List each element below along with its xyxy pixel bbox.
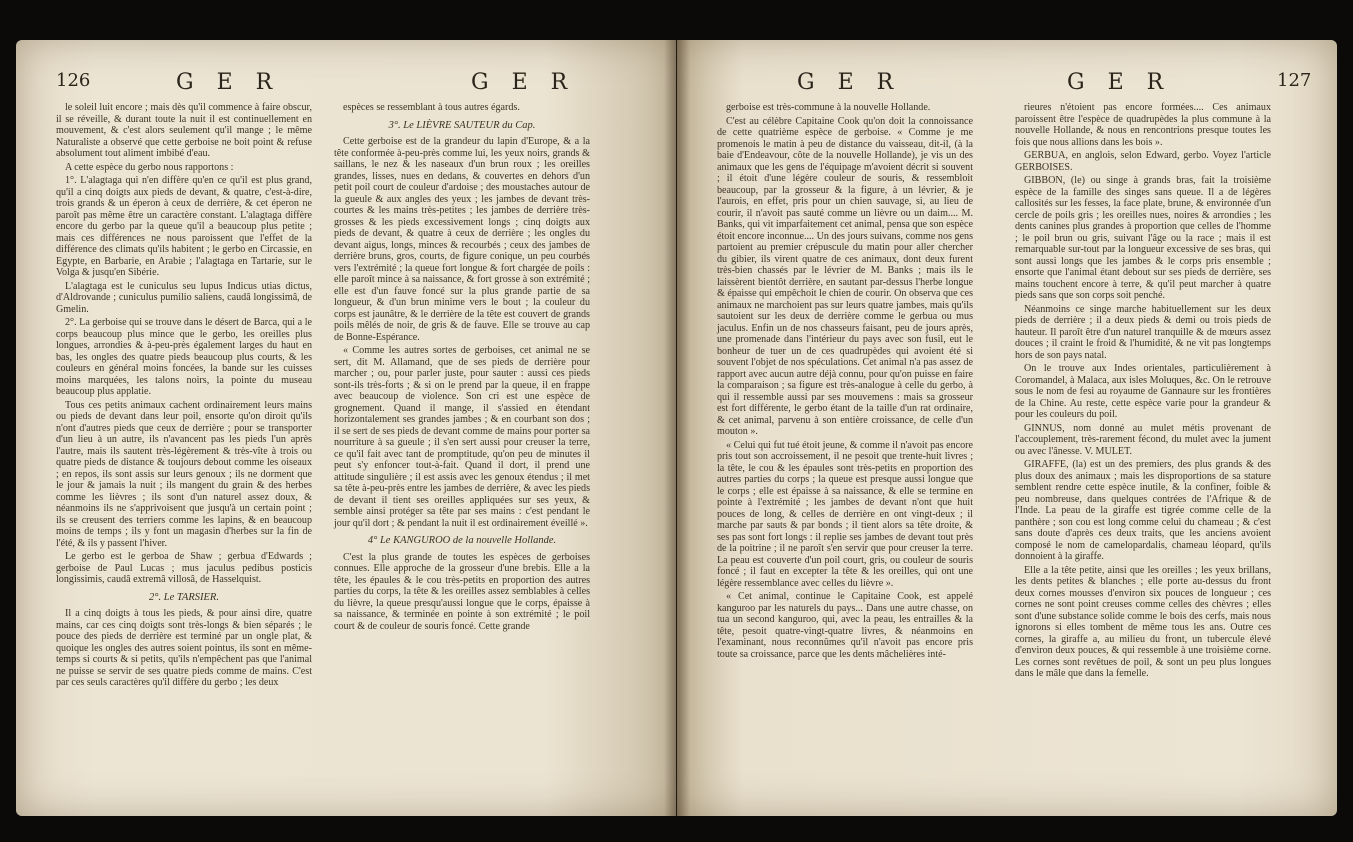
section-heading: 4° Le KANGUROO de la nouvelle Hollande. — [367, 535, 557, 546]
running-head: G E R — [1067, 70, 1172, 95]
paragraph: Il a cinq doigts à tous les pieds, & pour ainsi dire, quatre mains, car ces cinq doigts sont très-longs & bien séparés ; le pouce des pieds de derrière est terminé par un ongle plat, & quoique les ongles des autres soient pointus, ils sont en même-temps si courts & si petits, qu'ils n'empêchent pas que l'animal ne puisse se servir de ses quatre pieds comme de mains. C'est par ces seuls caractères qu'il diffère du gerbo ; les deux — [56, 608, 312, 688]
running-head: G E R — [797, 70, 902, 95]
paragraph: espèces se ressemblant à tous autres égards. — [343, 102, 520, 113]
text-column-1 — [56, 102, 312, 691]
paragraph: rieures n'étoient pas encore formées.... Ces animaux paroissent être l'espèce de quadrupèdes la plus commune à la nouvelle Hollande, & nous en rencontrions presque toutes les fois que nous allions dans les bois ». — [1015, 102, 1271, 148]
paragraph: GINNUS, nom donné au mulet métis provenant de l'accouplement, très-rarement fécond, du mulet avec la jument ou avec l'ânesse. V. MULET. — [1015, 422, 1271, 457]
paragraph: « Comme les autres sortes de gerboises, cet animal ne se sert, dit M. Allamand, que de ses pieds de derrière pour marcher ; ou, pour parler juste, pour sauter : aussi ces pieds sont-ils très-forts ; & si on le prend par la queue, il en frappe avec beaucoup de violence. Son cri est une espèce de grognement. Quand il mange, il s'assied en étendant horizontalement ses grandes jambes ; & en courbant son dos ; il se sert de ses pieds de devant comme de mains pour porter sa nourriture à sa gueule ; il s'en sert aussi pour creuser la terre, ce qu'il fait avec tant de promptitude, qu'on peu de minutes il peut s'y enfoncer tout-à-fait. Quand il dort, il prend une attitude singulière ; il est assis avec les genoux étendus ; il met sa tête à-peu-près entre les jambes de derrière, & avec les pieds de devant il tient ses oreilles appliquées sur ses yeux, & semble ainsi protéger sa tête par ses mains : c'est pendant le jour qu'il dort ; & pendant la nuit il est ordinairement éveillé ». — [334, 345, 590, 529]
paragraph: Le gerbo est le gerboa de Shaw ; gerbua d'Edwards ; gerboise de Paul Lucas ; mus jaculus pedibus posticis longissimis, caudâ extremâ villosâ, de Hasselquist. — [56, 551, 312, 585]
page-number: 126 — [56, 70, 91, 91]
paragraph: « Cet animal, continue le Capitaine Cook, est appelé kanguroo par les naturels du pays... Dans une autre chasse, on tua un second kanguroo, qui, avec la peau, les entrailles & la tête, pesoit quatre-vingt-quatre livres, & néanmoins en l'examinant, nous reconnûmes qu'il n'avoit pas encore pris toute sa croissance, parce que les dents mâchelières inté- — [717, 591, 973, 660]
left-page — [16, 40, 676, 816]
section-heading: 3°. Le LIÈVRE SAUTEUR du Cap. — [388, 119, 536, 131]
running-head: G E R — [471, 70, 576, 95]
book-gutter — [664, 40, 690, 816]
paragraph: GIBBON, (le) ou singe à grands bras, fait la troisième espèce de la famille des singes sans queue. Il a de légères callosités sur les fesses, la face plate, brune, & environnée d'un cercle de poils gris ; les oreilles nues, noires & arrondies ; les dents canines plus grandes à proportion que celles de l'homme ; le poil brun ou gris, suivant l'âge ou la race ; mais il est remarquable sur-tout par la longueur excessive de ses bras, qui sont aussi longs que les jambes & le corps pris ensemble ; ensorte que l'animal étant debout sur ses pieds de derrière, ses mains touchent encore à terre, & qu'il peut marcher à quatre pieds sans que son corps soit penché. — [1015, 175, 1271, 301]
paragraph: Néanmoins ce singe marche habituellement sur les deux pieds de derrière ; il a deux pieds & demi ou trois pieds de hauteur. Il paroît être d'un naturel tranquille & de mœurs assez douces ; il craint le froid & l'humidité, & ne vit pas longtemps hors de son pays natal. — [1015, 303, 1271, 361]
open-book — [16, 40, 1337, 816]
paragraph: C'est au célèbre Capitaine Cook qu'on doit la connoissance de cette quatrième espèce de gerboise. « Comme je me promenois le matin à peu de distance du vaisseau, dit-il, (à la baie d'Endeavour, côte de la nouvelle Hollande), je vis un des animaux que les gens de l'équipage m'avoient décrit si souvent ; il étoit d'une légère couleur de souris, & ressembloit beaucoup, par la grosseur & la figure, à un lévrier, & je l'aurois, en effet, pris pour un chien sauvage, si, au lieu de courir, il n'avoit pas sauté comme un lièvre ou un daim.... M. Banks, qui vit imparfaitement cet animal, pensa que son espèce étoit encore inconnue.... Un des jours suivans, comme nos gens partoient au premier crépuscule du matin pour aller chercher du gibier, ils virent quatre de ces animaux, dont deux furent très-bien chassés par le lévrier de M. Banks ; mais ils le laissèrent bientôt derrière, en sautant par-dessus l'herbe longue & épaisse qui empêchoit le chien de courir. On observa que ces animaux ne marchoient pas sur leurs quatre jambes, mais qu'ils sautoient sur les deux de derrière comme le gerbua ou mus jaculus. Enfin un de nos chasseurs faisant, peu de jours après, une promenade dans l'intérieur du pays avec son fusil, eut le bonheur de tuer un de ces quadrupèdes qui avoient été si souvent l'objet de nos spéculations. Cet animal n'a pas assez de rapport avec aucun autre déjà connu, pour qu'on puisse en faire la comparaison ; sa figure est très-analogue à celle du gerbo, à qui il ressemble aussi par ses mouvemens : mais sa grosseur est fort différente, le gerbo étant de la taille d'un rat ordinaire, & cet animal, parvenu à son entière croissance, de celle d'un mouton ». — [717, 115, 973, 437]
paragraph: GERBUA, en anglois, selon Edward, gerbo. Voyez l'article GERBOISES. — [1015, 150, 1271, 173]
paragraph: GIRAFFE, (la) est un des premiers, des plus grands & des plus doux des animaux ; mais les disproportions de sa stature semblent rendre cette espèce inutile, & la confiner, foible & peu nombreuse, dans quelques contrées de l'Afrique & de l'Inde. La peau de la giraffe est tigrée comme celle de la panthère ; son cou est long comme celui du chameau ; & c'est sans doute d'après ces deux traits, que les anciens avoient composé le nom de camelopardalis, chameau léopard, qu'ils donnoient à la giraffe. — [1015, 459, 1271, 562]
paragraph: gerboise est très-commune à la nouvelle Hollande. — [726, 102, 931, 113]
paragraph: L'alagtaga est le cuniculus seu lupus Indicus utias dictus, d'Aldrovande ; cuniculus pumilio saliens, caudâ longissimâ, de Gmelin. — [56, 280, 312, 315]
paragraph: Elle a la tête petite, ainsi que les oreilles ; les yeux brillans, les dents petites & blanches ; elle porte au-dessus du front deux cornes mousses d'environ six pouces de longueur ; ces cornes ne sont point creuses comme celles des chèvres ; elles sont d'une substance solide comme le bois des cerfs, mais nous ignorons si elles tombent de même tous les ans. Outre ces cornes, la giraffe a, au milieu du front, un tubercule élevé d'environ deux pouces, & qui ressemble à une troisième corne. Les cornes sont revêtues de poil, & sont un peu plus longues dans le mâle que dans la femelle. — [1015, 564, 1271, 679]
page-number: 127 — [1277, 70, 1312, 91]
running-head: G E R — [176, 70, 281, 95]
paragraph: le soleil luit encore ; mais dès qu'il commence à faire obscur, il se réveille, & durant toute la nuit il est continuellement en mouvement, & c'est alors seulement qu'il mange ; le même Naturaliste a observé que cette gerboise ne boit point & refuse absolument tout aliment imbibé d'eau. — [56, 102, 312, 159]
paragraph: 2°. La gerboise qui se trouve dans le désert de Barca, qui a le corps beaucoup plus mince que le gerbo, les oreilles plus longues, arrondies & à-peu-près également larges du haut en bas, les ongles des quatre pieds beaucoup plus courts, & les couleurs en général moins foncées, la bande sur les cuisses moins marquées, les talons noirs, la pointe du museau beaucoup plus applatie. — [56, 317, 312, 397]
paragraph: Cette gerboise est de la grandeur du lapin d'Europe, & a la tête conformée à-peu-près comme lui, les yeux noirs, grands & saillans, le nez & les naseaux d'un brun roux ; les oreilles grandes, lisses, nues en dedans, & couvertes en dehors d'un petit poil court de couleur d'ardoise ; des moustaches autour de la gueule & aux angles des yeux ; les jambes de devant très-courtes & les mains très-petites ; les jambes de derrière très-grosses & les pieds excessivement longs ; cinq doigts aux pieds de devant, & quatre à ceux de derrière ; les ongles du devant aigus, longs, minces & recourbés ; ceux des jambes de derrière bruns, gros, courts, de figure conique, un peu courbés vers l'extrémité ; la queue fort longue & fort chargée de poils : elle paroît mince à sa naissance, & fort grosse à son extrémité ; elle est d'un fauve foncé sur la plus grande partie de sa longueur, & d'un brun minime vers le bout ; la couleur du corps est jaunâtre, & le derrière de la tête est couvert de grands poils mêlés de noir, de gris & de fauve. Elle se trouve au cap de Bonne-Espérance. — [334, 136, 590, 343]
paragraph: « Celui qui fut tué étoit jeune, & comme il n'avoit pas encore pris tout son accroissement, il ne pesoit que trente-huit livres ; la tête, le cou & les épaules sont très-petits en proportion des autres parties du corps ; la queue est presque aussi longue que le corps ; elle est épaisse à sa naissance, & elle se termine en pointe à l'extrémité ; les jambes de devant n'ont que huit pouces de long, & celles de derrière en ont vingt-deux ; il marche par sauts & par bonds ; il tient alors sa tête droite, & ses pas sont fort longs : il replie ses jambes de devant tout près de la poitrine ; il ne paroît s'en servir que pour creuser la terre. La peau est couverte d'un poil court, gris, ou couleur de souris foncé ; il faut en excepter la tête & les oreilles, qui ont une légère ressemblance avec celles du lièvre ». — [717, 439, 973, 589]
text-column-2 — [334, 102, 590, 634]
right-page — [677, 40, 1337, 816]
paragraph: On le trouve aux Indes orientales, particulièrement à Coromandel, à Malaca, aux isles Moluques, &c. On le retrouve sous le nom de fesi au royaume de Gannaure sur les frontières de la Chine. Au reste, cette espèce varie pour la grandeur & pour les couleurs du poil. — [1015, 363, 1271, 420]
section-heading: 2°. Le TARSIER. — [149, 591, 219, 603]
paragraph: A cette espèce du gerbo nous rapportons : — [65, 161, 234, 173]
paragraph: C'est la plus grande de toutes les espèces de gerboises connues. Elle approche de la grosseur d'une brebis. Elle a la tête, les épaules & le cou très-petits en proportion des autres parties du corps, la tête & les oreilles assez semblables à celles du lièvre, la queue presqu'aussi longue que le corps, épaisse à sa naissance, & terminée en pointe à son extrémité ; le poil court & de couleur de souris foncé. Cette grande — [334, 551, 590, 632]
text-column-2 — [1015, 102, 1271, 682]
paragraph: Tous ces petits animaux cachent ordinairement leurs mains ou pieds de devant dans leur poil, ensorte qu'on diroit qu'ils n'ont d'autres pieds que ceux de derrière ; pour se transporter d'un lieu à un autre, ils n'avancent pas les pieds l'un après l'autre, mais ils sautent très-légèrement & très-vîte à trois ou quatre pieds de distance & toujours debout comme les oiseaux ; en repos, ils sont assis sur leurs genoux ; ils ne dorment que le jour & jamais la nuit ; ils mangent du grain & des herbes comme les lièvres ; ils sont d'un naturel assez doux, & néanmoins ils ne s'apprivoisent que jusqu'à un certain point ; ils se creusent des terriers comme les lapins, & en beaucoup moins de temps ; ils y font un magasin d'herbes sur la fin de l'été, & ils y passent l'hiver. — [56, 399, 312, 549]
paragraph: 1°. L'alagtaga qui n'en diffère qu'en ce qu'il est plus grand, qu'il a cinq doigts aux pieds de devant, & quatre, c'est-à-dire, trois grands & un éperon à ceux de derrière, & cet éperon ne paroît pas même être un caractère constant. L'alagtaga diffère encore du gerbo par la queue qu'il a beaucoup plus petite ; mais ces différences ne nous paroissent que l'effet de la différence des climats qu'ils habitent ; le gerbo en Circassie, en Egypte, en Barbarie, en Arabie ; l'alagtaga en Tartarie, sur le Volga & jusqu'en Sibérie. — [56, 175, 312, 278]
text-column-1 — [717, 102, 973, 662]
